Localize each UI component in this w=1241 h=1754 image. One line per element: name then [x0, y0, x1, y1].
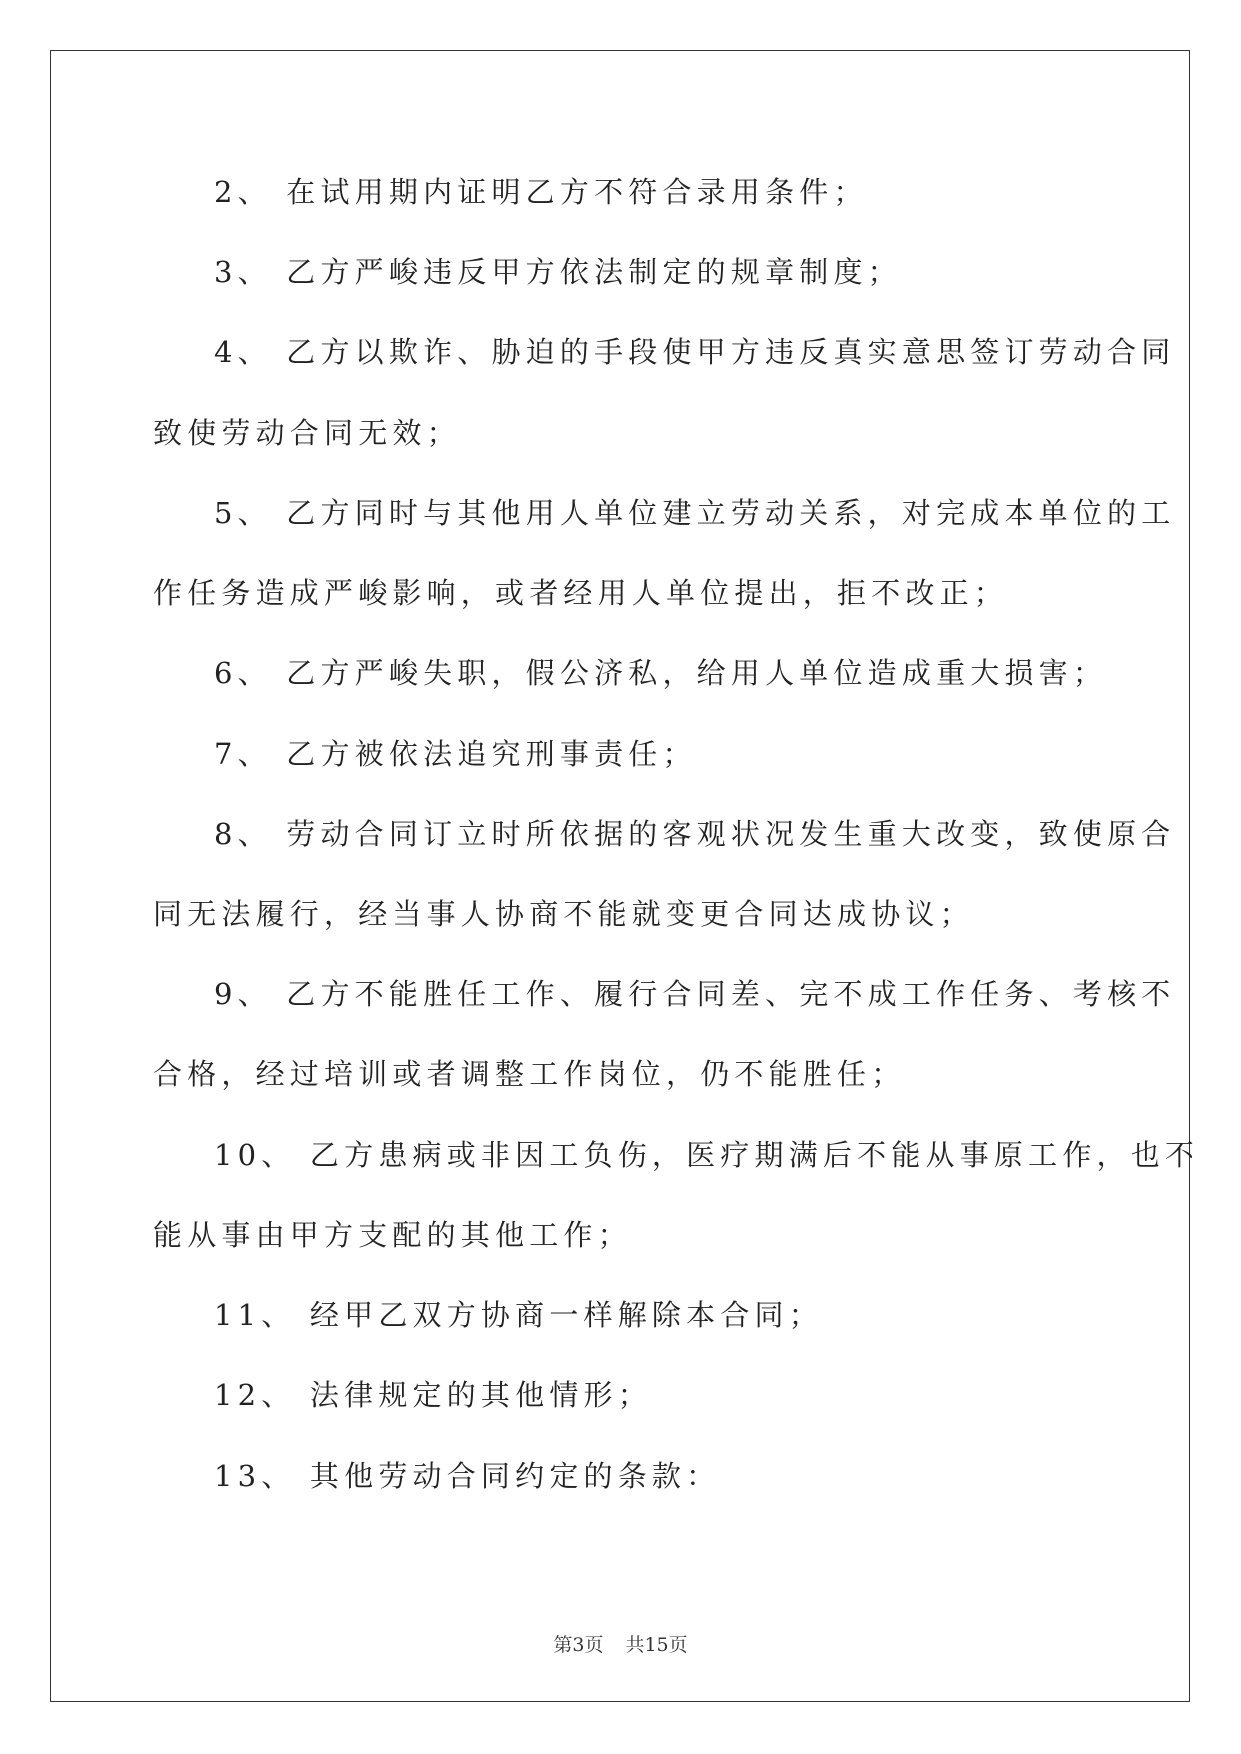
clause-3: 3、 乙方严峻违反甲方依法制定的规章制度；	[214, 255, 902, 289]
clause-8: 8、 劳动合同订立时所依据的客观状况发生重大改变，致使原合	[214, 817, 1176, 851]
clause-12: 12、 法律规定的其他情形；	[214, 1378, 652, 1412]
clause-4-continued: 致使劳动合同无效；	[153, 416, 461, 450]
clause-7: 7、 乙方被依法追究刑事责任；	[214, 737, 697, 771]
clause-10-continued: 能从事由甲方支配的其他工作；	[153, 1218, 632, 1252]
clause-8-continued: 同无法履行，经当事人协商不能就变更合同达成协议；	[153, 897, 974, 931]
clause-11: 11、 经甲乙双方协商一样解除本合同；	[214, 1298, 823, 1332]
clause-9: 9、 乙方不能胜任工作、履行合同差、完不成工作任务、考核不	[214, 977, 1176, 1011]
page-border	[50, 50, 1190, 1702]
clause-10: 10、 乙方患病或非因工负伤，医疗期满后不能从事原工作，也不	[214, 1138, 1200, 1172]
clause-5: 5、 乙方同时与其他用人单位建立劳动关系，对完成本单位的工	[214, 496, 1176, 530]
page-number: 第3页	[553, 1634, 604, 1656]
clause-5-continued: 作任务造成严峻影响，或者经用人单位提出，拒不改正；	[153, 576, 1009, 610]
clause-9-continued: 合格，经过培训或者调整工作岗位，仍不能胜任；	[153, 1057, 906, 1091]
page-total: 共15页	[625, 1634, 688, 1656]
clause-4: 4、 乙方以欺诈、胁迫的手段使甲方违反真实意思签订劳动合同	[214, 335, 1176, 369]
clause-6: 6、 乙方严峻失职，假公济私，给用人单位造成重大损害；	[214, 656, 1108, 690]
clause-2: 2、 在试用期内证明乙方不符合录用条件；	[214, 175, 868, 209]
page-footer	[0, 1630, 1241, 1657]
clause-13: 13、 其他劳动合同约定的条款：	[214, 1459, 721, 1493]
